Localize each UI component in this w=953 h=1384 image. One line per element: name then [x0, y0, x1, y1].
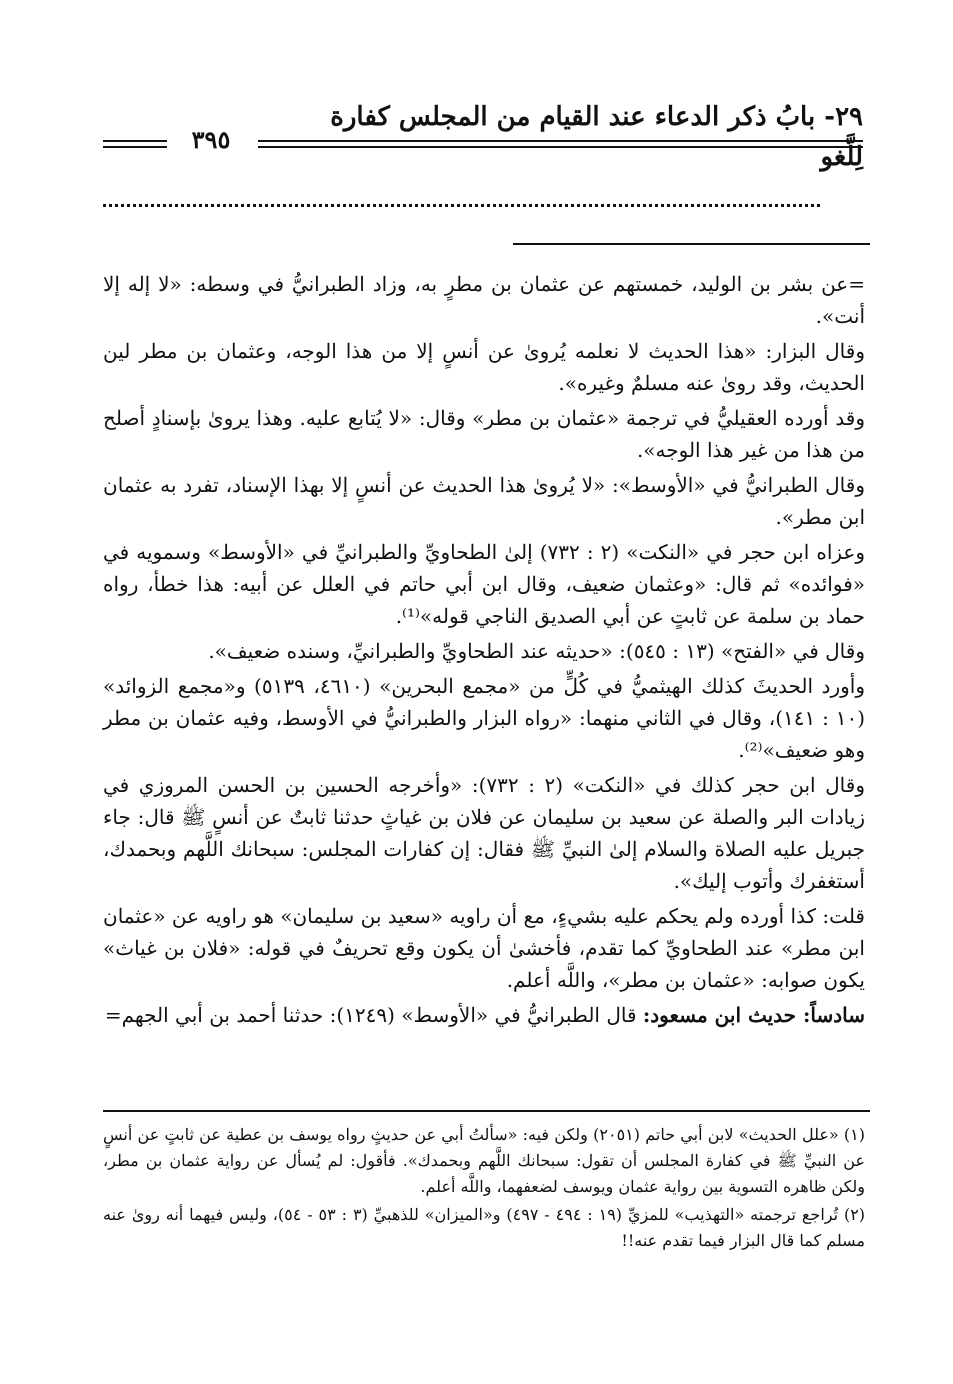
paragraph: وقال في «الفتح» (١٣ : ٥٤٥): «حديثه عند الطحاويِّ والطبرانيِّ، وسنده ضعيف». [208, 639, 865, 663]
page-number: ٣٩٥ [191, 125, 231, 154]
paragraph: وأورد الحديثَ كذلك الهيثميُّ في كُلٍّ من «مجمع البحرين» (٤٦١٠، ٥١٣٩) و«مجمع الزوائد» (١٠ : ١٤١)، وقال في الثاني منهما: «رواه البزار والطبرانيُّ في الأوسط، وفيه عثمان بن مطر وهو ضعيف»⁽²⁾. [103, 674, 865, 762]
paragraph: وعزاه ابن حجر في «النكت» (٢ : ٧٣٢) إلىٰ الطحاويِّ والطبرانيِّ في «الأوسط» وسمويه في «فوائده» ثم قال: «وعثمان ضعيف، وقال ابن أبي حاتم في العلل عن أبيه: هذا خطأ، رواه حماد بن سلمة عن ثابتٍ عن أبي الصديق الناجي قوله»⁽¹⁾. [103, 540, 866, 628]
paragraph: وقد أورده العقيليُّ في ترجمة «عثمان بن مطر» وقال: «لا يُتابع عليه. وهذا يروىٰ بإسنادٍ أصلح من هذا من غير هذا الوجه». [103, 406, 865, 462]
section-rule [513, 243, 870, 245]
footnote-1: (١) «علل الحديث» لابن أبي حاتم (٢٠٥١) ولكن فيه: «سألتُ أبي عن حديثٍ رواه يوسف بن عطية عن ثابتٍ عن أنسٍ عن النبيِّ ﷺ في كفارة المجلس أن تقول: سبحانك اللَّهم وبحمدك». فأقول: لم يُسأل عن رواية عثمان بن مطر، ولكن ظاهره التسوية بين رواية عثمان ويوسف لضعفهما، واللَّه أعلم. [103, 1125, 866, 1196]
dotted-separator [103, 204, 820, 207]
paragraph: وقال الطبرانيُّ في «الأوسط»: «لا يُروىٰ هذا الحديث عن أنسٍ إلا بهذا الإسناد، تفرد به عثمان ابن مطر». [103, 473, 865, 529]
header-rule [258, 140, 863, 148]
footnote-2: (٢) تُراجع ترجمته «التهذيب» للمزيِّ (١٩ : ٤٩٤ - ٤٩٧) و«الميزان» للذهبيِّ (٣ : ٥٣ - ٥٤)، وليس فيهما أنه روىٰ عنه مسلم كما قال البزار فيما تقدم عنه!! [103, 1205, 866, 1250]
paragraph: =عن بشر بن الوليد، خمستهم عن عثمان بن مطرٍ به، وزاد الطبرانيُّ في وسطه: «لا إله إلا أنت». [103, 272, 865, 328]
main-text [103, 268, 865, 1034]
section-text: قال الطبرانيُّ في «الأوسط» (١٢٤٩): حدثنا أحمد بن أبي الجهم= [104, 1003, 643, 1027]
footnotes [103, 1122, 865, 1256]
paragraph: وقال ابن حجر كذلك في «النكت» (٢ : ٧٣٢): «وأخرجه الحسين بن الحسن المروزي في زيادات البر والصلة عن سعيد بن سليمان عن فلان بن غياثٍ حدثنا ثابتٌ عن أنسٍ ﷺ قال: جاء جبريل عليه الصلاة والسلام إلىٰ النبيِّ ﷺ فقال: إن كفارات المجلس: سبحانك اللَّهم وبحمدك، أستغفرك وأتوب إليك». [103, 773, 865, 893]
page-number-rule [103, 140, 167, 148]
running-title: ٢٩- بابُ ذكر الدعاء عند القيام من المجلس كفارة لِلَّغو [330, 102, 863, 172]
paragraph-last [103, 999, 865, 1031]
section-label: سادساً: حديث ابن مسعود: [642, 1003, 865, 1027]
paragraph: وقال البزار: «هذا الحديث لا نعلمه يُروىٰ عن أنسٍ إلا من هذا الوجه، وعثمان بن مطر لين الحديث، وقد روىٰ عنه مسلمٌ وغيره». [103, 339, 865, 395]
paragraph: قلت: كذا أورده ولم يحكم عليه بشيءٍ، مع أن راويه «سعيد بن سليمان» هو راويه عن «عثمان ابن مطر» عند الطحاويِّ كما تقدم، فأخشىٰ أن يكون وقع تحريفٌ في قوله: «فلان بن غياث» يكون صوابه: «عثمان بن مطر»، واللَّه أعلم. [103, 904, 865, 992]
footnote-rule [103, 1110, 870, 1112]
